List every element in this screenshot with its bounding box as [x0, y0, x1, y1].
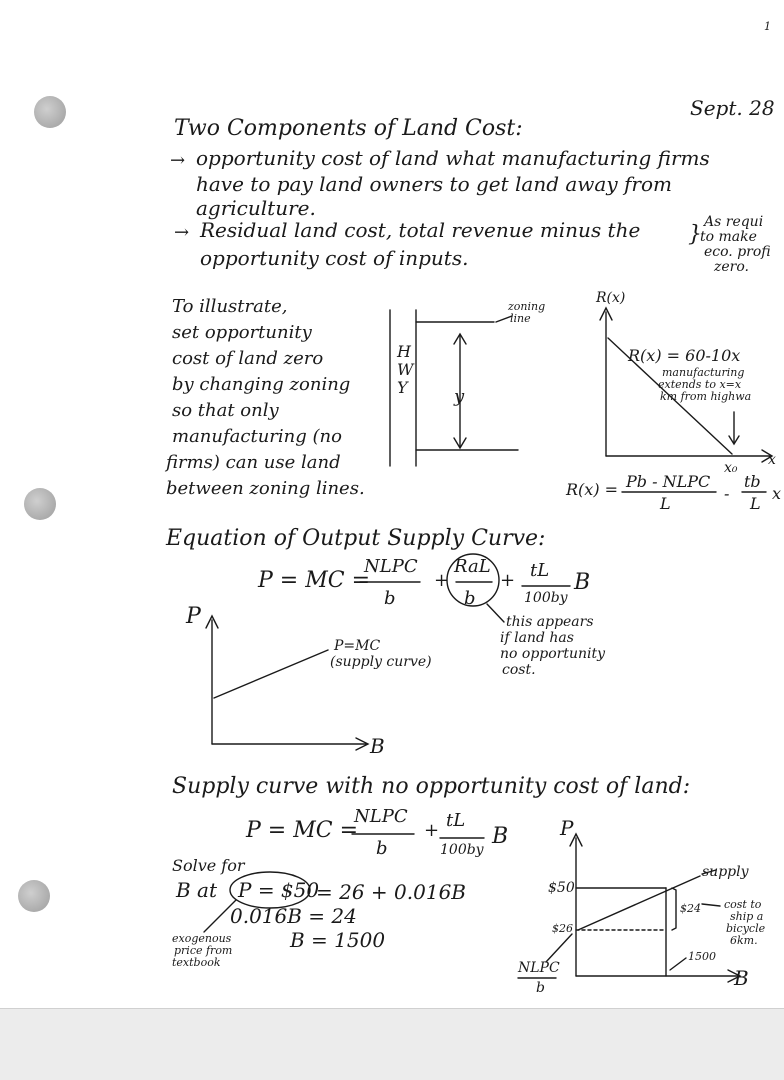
graph4-cost-note-4: 6km.	[730, 934, 758, 947]
eq4-plus: +	[424, 820, 440, 841]
bullet1-line3: agriculture.	[196, 196, 316, 220]
rx-eq-tb-num: tb	[744, 472, 761, 491]
eq3-lhs: P = MC =	[258, 568, 371, 593]
illustrate-line5: so that only	[172, 400, 279, 421]
zoning-pointer	[496, 316, 512, 322]
date-label: Sept. 28	[690, 96, 775, 120]
exog-note-3: textbook	[172, 956, 221, 969]
graph3-curve-label-2: (supply curve)	[330, 654, 432, 670]
hwy-letter: W	[397, 360, 414, 379]
graph4-cost-note-3: bicycle	[726, 922, 766, 935]
eq4-f1-den: b	[376, 838, 388, 859]
supply-line	[578, 876, 700, 930]
graph3-axis-b: B	[370, 734, 385, 758]
rx-line	[608, 338, 732, 454]
delta-brace	[672, 888, 676, 930]
eq3-f3-num: tL	[530, 560, 550, 581]
section4-title: Supply curve with no opportunity cost of land:	[172, 774, 691, 799]
graph4-delta: $24	[680, 902, 701, 915]
side-note-3: eco. profi	[704, 244, 771, 260]
eq4-f3-den: 100by	[440, 842, 484, 858]
section1-title: Two Components of Land Cost:	[174, 116, 523, 141]
rx-equation: R(x) = 60-10x	[628, 346, 741, 365]
bullet1-line2: have to pay land owners to get land away from	[196, 172, 672, 196]
hwy-letter: H	[397, 342, 411, 361]
graph4-axis-p: P	[560, 816, 574, 840]
bullet2-line2: opportunity cost of inputs.	[200, 246, 469, 270]
rx-eq-tb-den: L	[750, 494, 761, 513]
illustrate-line3: cost of land zero	[172, 348, 324, 369]
zoning-label: line	[510, 312, 531, 325]
circle-highlight	[447, 554, 499, 606]
graph4-tick-1500: 1500	[688, 950, 716, 963]
illustrate-line6: manufacturing (no	[172, 426, 342, 447]
x0-label: x₀	[724, 460, 738, 476]
rx-eq-tail: x	[772, 484, 782, 503]
eq3-f3-den: 100by	[524, 590, 568, 606]
bullet-arrow: →	[174, 222, 190, 243]
page-number-mark: 1	[764, 20, 771, 33]
y-label: y	[454, 386, 465, 407]
graph4-cost-note-2: ship a	[730, 910, 764, 923]
side-note-1: As requi	[704, 214, 764, 230]
illustrate-line1: To illustrate,	[172, 296, 288, 317]
eq3-plus: +	[434, 570, 450, 591]
bullet2-line1: Residual land cost, total revenue minus the	[200, 218, 641, 242]
side-note-4: zero.	[714, 259, 749, 275]
graph4-tick-50: $50	[548, 880, 575, 896]
exog-note-1: exogenous	[172, 932, 232, 945]
graph3-axis-p: P	[186, 604, 201, 629]
solve-eq-3: B = 1500	[290, 928, 386, 952]
nlpc-pointer	[546, 934, 572, 962]
supply-curve	[214, 650, 328, 698]
solve-eq-2: 0.016B = 24	[230, 904, 357, 928]
eq3-plus: +	[500, 570, 516, 591]
circle-highlight	[230, 872, 310, 908]
rx-note-3: km from highwa	[660, 390, 752, 403]
eq4-lhs: P = MC =	[246, 818, 359, 843]
eq4-f3-num: tL	[446, 810, 466, 831]
side-note-2: to make	[700, 229, 757, 245]
illustrate-line7: firms) can use land	[166, 452, 341, 473]
hwy-letter: Y	[397, 378, 408, 397]
supply-pointer	[702, 870, 716, 874]
graph4-axis-b: B	[734, 966, 749, 990]
note-pointer	[487, 604, 504, 622]
eq4-var-b: B	[492, 824, 509, 849]
x-axis-label: x	[768, 452, 776, 468]
rx-eq-lhs: R(x) =	[566, 480, 619, 499]
solve-line-1: Solve for	[172, 856, 245, 875]
graph4-supply-label: supply	[702, 864, 749, 880]
section3-title: Equation of Output Supply Curve:	[166, 526, 546, 551]
rx-eq-num: Pb - NLPC	[626, 472, 711, 491]
eq3-f2-num: RaL	[454, 556, 491, 577]
zoning-label: zoning	[508, 300, 546, 313]
graph3-curve-label-1: P=MC	[334, 638, 381, 654]
bullet-arrow: →	[170, 150, 186, 171]
exog-pointer	[204, 900, 236, 932]
illustrate-line4: by changing zoning	[172, 374, 351, 395]
graph4-cost-note-1: cost to	[724, 898, 762, 911]
rx-axis-label: R(x)	[596, 290, 626, 306]
bullet1-line1: opportunity cost of land what manufacturing firms	[196, 146, 710, 170]
eq3-note-3: no opportunity	[500, 646, 606, 662]
solve-eq-1: = 26 + 0.016B	[316, 880, 466, 904]
cost-pointer	[702, 904, 720, 906]
rx-eq-den: L	[660, 494, 671, 513]
eq3-f1-den: b	[384, 588, 396, 609]
exog-note-2: price from	[174, 944, 233, 957]
eq3-note-2: if land has	[500, 630, 574, 646]
solve-line-2: B at	[176, 878, 218, 902]
graph4-nlpc-num: NLPC	[518, 960, 560, 976]
eq3-note-4: cost.	[502, 662, 536, 678]
tick-pointer	[670, 958, 686, 970]
illustrate-line2: set opportunity	[172, 322, 312, 343]
graph4-tick-26: $26	[552, 922, 573, 935]
eq3-f1-num: NLPC	[364, 556, 418, 577]
eq3-var-b: B	[574, 570, 591, 595]
eq3-f2-den: b	[464, 588, 476, 609]
eq3-note-1: this appears	[506, 614, 594, 630]
brace: }	[688, 222, 702, 247]
graph4-nlpc-den: b	[536, 980, 545, 996]
illustrate-line8: between zoning lines.	[166, 478, 365, 499]
circled-price: P = $50	[238, 878, 320, 902]
eq4-f1-num: NLPC	[354, 806, 408, 827]
rx-eq-minus: -	[724, 484, 730, 503]
rx-note-2: extends to x=x	[658, 378, 742, 391]
rx-note-1: manufacturing	[662, 366, 745, 379]
